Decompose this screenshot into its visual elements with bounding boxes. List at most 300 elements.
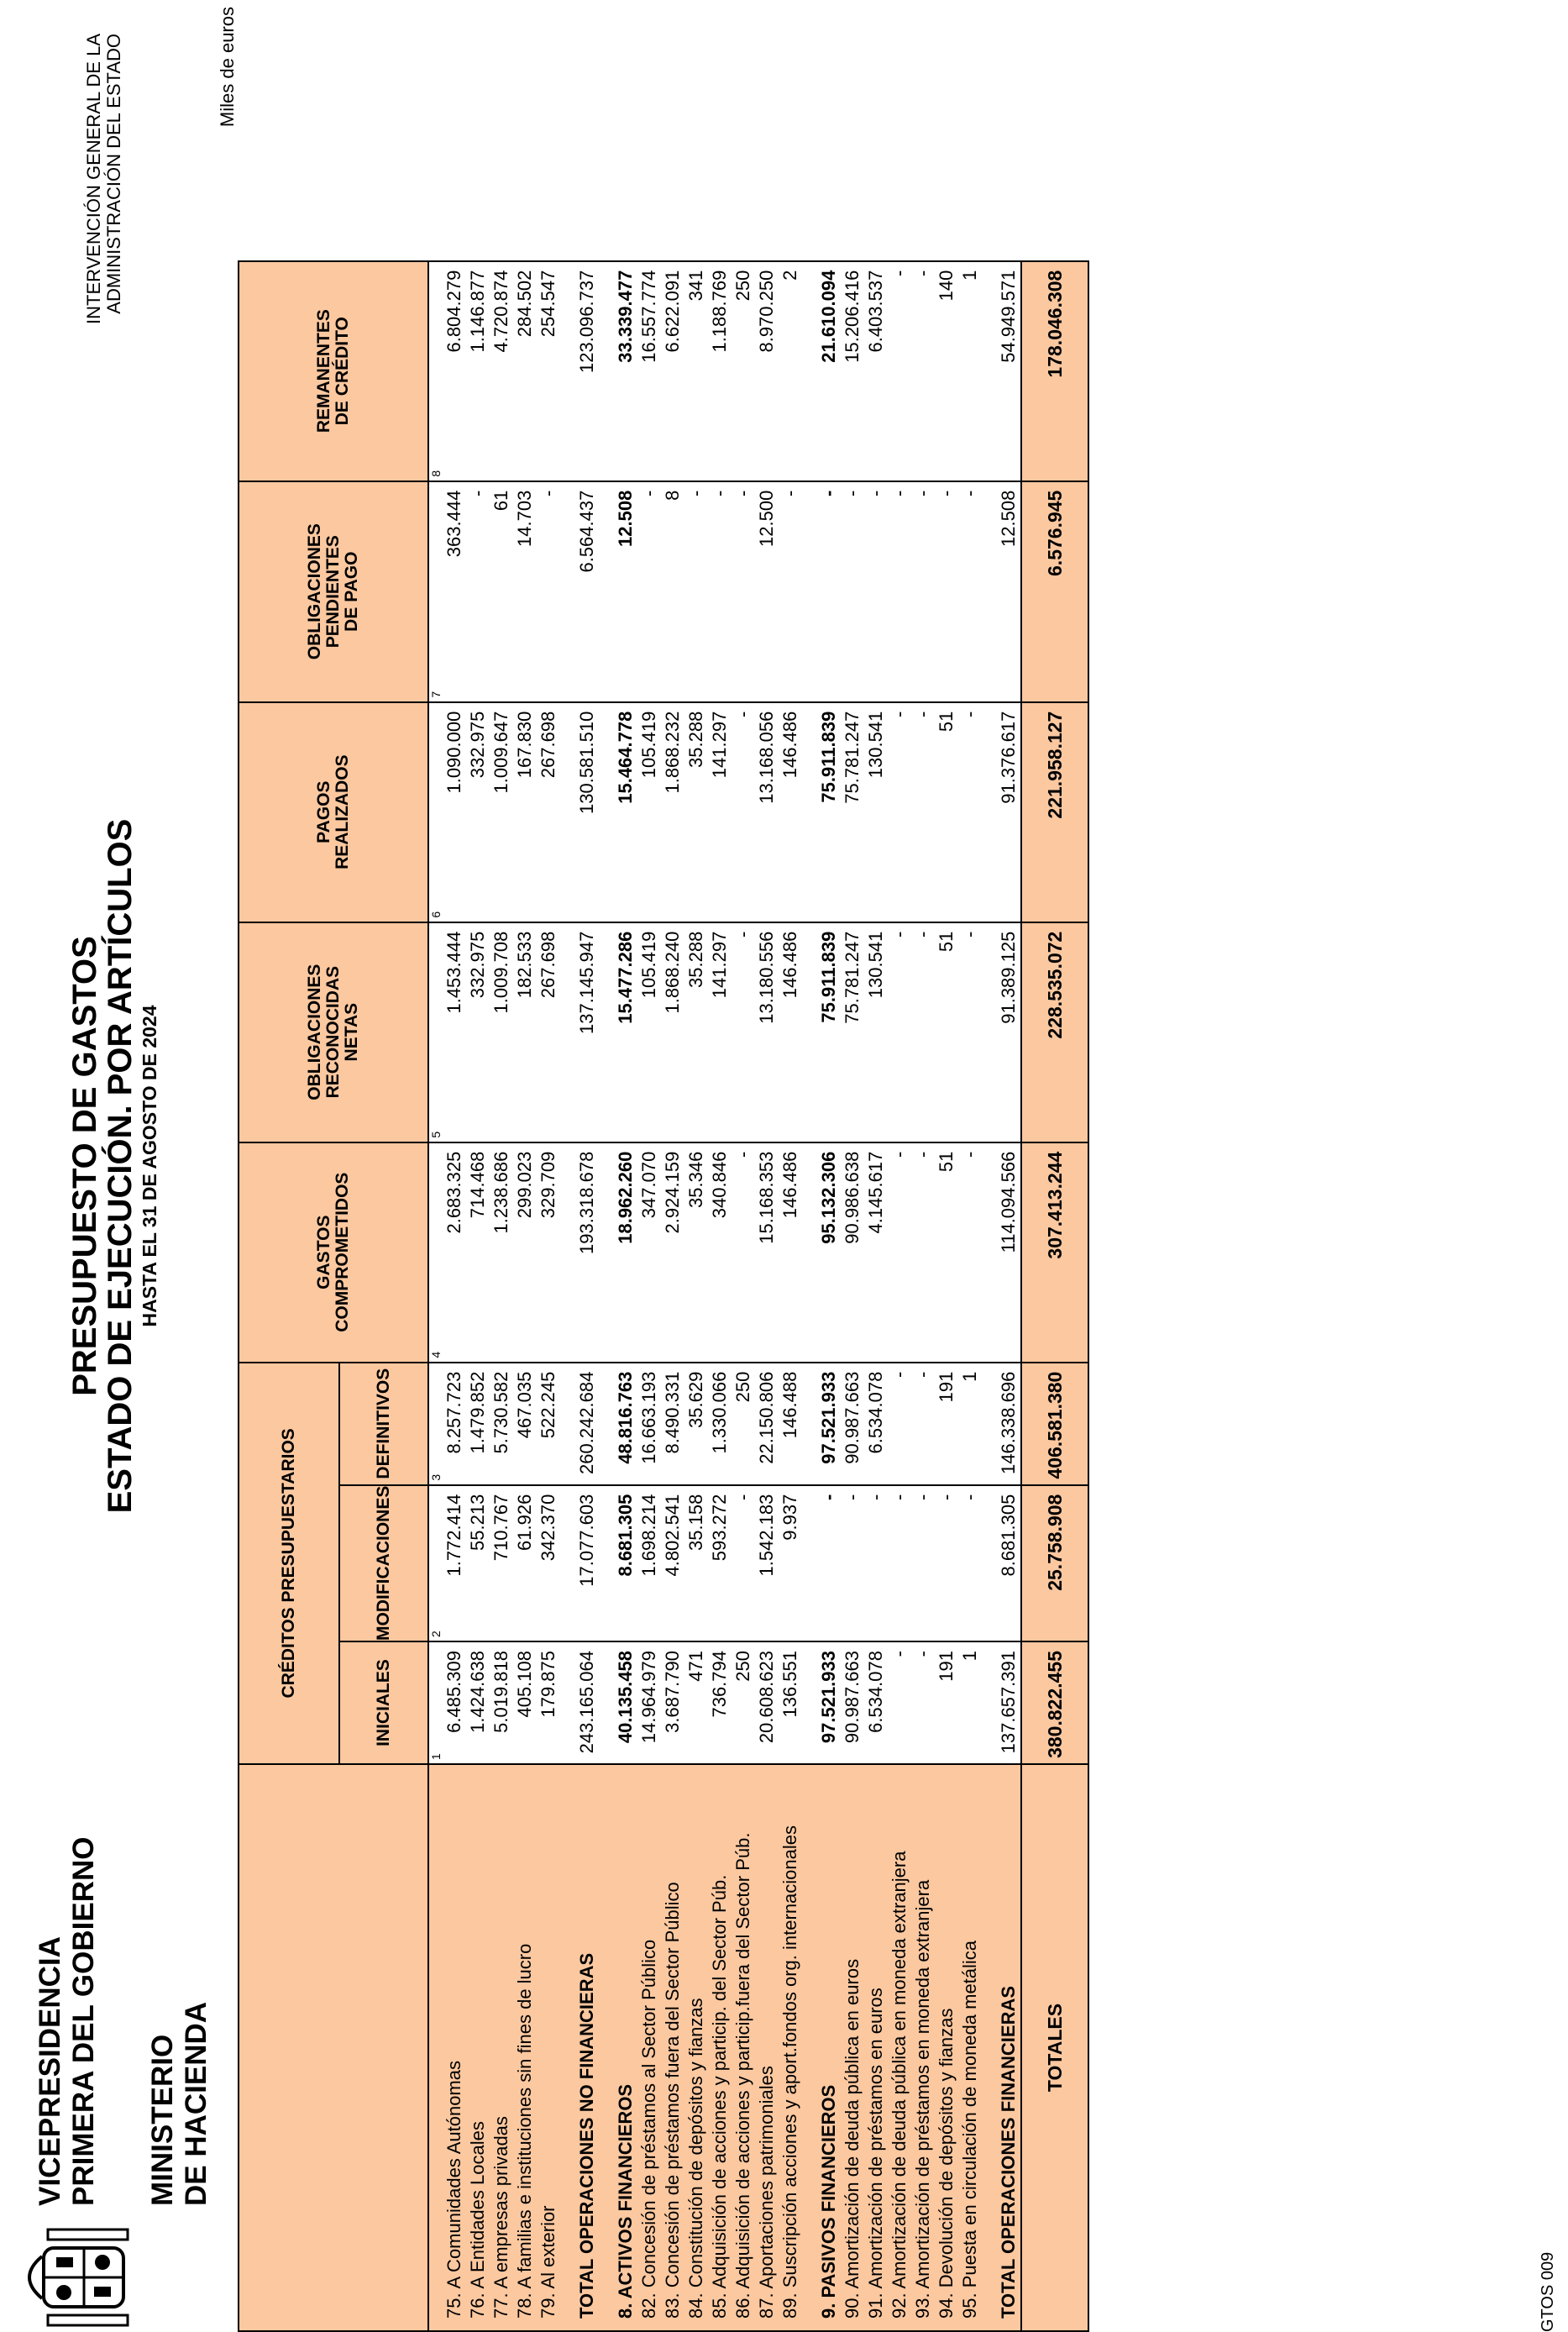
value-cell: 1.330.066 (708, 1363, 732, 1485)
spacer-cell (599, 922, 614, 1142)
value-cell: 8.257.723 (443, 1363, 466, 1485)
totals-label: TOTALES (1021, 1764, 1088, 2331)
table-row (935, 261, 958, 2331)
value-cell: 191 (935, 1363, 958, 1485)
table-row (755, 261, 779, 2331)
column-number-spacer (428, 1764, 443, 2331)
value-cell: 182.533 (513, 922, 537, 1142)
value-cell: 75.781.247 (841, 922, 864, 1142)
value-cell: 1.542.183 (755, 1485, 779, 1641)
value-cell: 1.479.852 (466, 1363, 490, 1485)
iniciales-header: INICIALES (339, 1641, 428, 1764)
value-cell: 1.009.647 (490, 702, 513, 922)
row-label: 79. Al exterior (537, 1764, 560, 2331)
value-cell: 146.488 (779, 1363, 802, 1485)
value-cell: - (732, 702, 755, 922)
org-line-2: PRIMERA DEL GOBIERNO (67, 1836, 100, 2206)
spacer-cell (599, 1363, 614, 1485)
value-cell: - (958, 481, 982, 702)
value-cell: 16.663.193 (637, 1363, 661, 1485)
value-cell: 250 (732, 261, 755, 481)
creditos-group-header: CRÉDITOS PRESUPUESTARIOS (239, 1363, 339, 1764)
value-cell: 12.500 (755, 481, 779, 702)
value-cell: 12.508 (614, 481, 637, 702)
value-cell: - (732, 1485, 755, 1641)
row-label: 93. Amortización de préstamos en moneda extranjera (911, 1764, 935, 2331)
spacer-cell (560, 261, 575, 481)
value-cell: - (911, 1485, 935, 1641)
row-label: 86. Adquisición de acciones y particip.fuera del Sector Púb. (732, 1764, 755, 2331)
spacer-cell (599, 481, 614, 702)
value-cell: - (911, 1363, 935, 1485)
value-cell: 2 (779, 261, 802, 481)
row-label: TOTAL OPERACIONES FINANCIERAS (997, 1764, 1021, 2331)
igae-line-2: ADMINISTRACIÓN DEL ESTADO (103, 34, 124, 314)
value-cell: 1 (958, 261, 982, 481)
value-cell: - (888, 1142, 911, 1363)
value-cell: 2.924.159 (661, 1142, 684, 1363)
spacer-cell (599, 1641, 614, 1764)
row-label: 85. Adquisición de acciones y particip. del Sector Púb. (708, 1764, 732, 2331)
value-cell: 1.424.638 (466, 1641, 490, 1764)
value-cell: - (888, 1485, 911, 1641)
value-cell: 284.502 (513, 261, 537, 481)
value-cell: 15.464.778 (614, 702, 637, 922)
value-cell: - (911, 1142, 935, 1363)
value-cell: - (732, 481, 755, 702)
value-cell: 6.534.078 (864, 1641, 888, 1764)
value-cell: - (817, 1485, 841, 1641)
spacer-cell (599, 1142, 614, 1363)
value-cell: 1.772.414 (443, 1485, 466, 1641)
spacer-row (802, 261, 817, 2331)
value-cell: - (637, 481, 661, 702)
spacer-cell (982, 1764, 997, 2331)
value-cell: 137.657.391 (997, 1641, 1021, 1764)
spacer-cell (560, 1485, 575, 1641)
value-cell: 17.077.603 (575, 1485, 599, 1641)
value-cell: 35.158 (684, 1485, 708, 1641)
table-row (661, 261, 684, 2331)
value-cell: - (732, 922, 755, 1142)
subtotal-row (997, 261, 1021, 2331)
table-row (888, 261, 911, 2331)
value-cell: 75.911.839 (817, 702, 841, 922)
value-cell: 51 (935, 922, 958, 1142)
value-cell: 1.090.000 (443, 702, 466, 922)
column-number: 3 (428, 1363, 443, 1485)
value-cell: 146.486 (779, 702, 802, 922)
value-cell: - (935, 1485, 958, 1641)
value-cell: 18.962.260 (614, 1142, 637, 1363)
value-cell: 5.730.582 (490, 1363, 513, 1485)
spacer-cell (560, 702, 575, 922)
value-cell: 593.272 (708, 1485, 732, 1641)
value-cell: 1.188.769 (708, 261, 732, 481)
spacer-cell (802, 922, 817, 1142)
value-cell: 8.681.305 (614, 1485, 637, 1641)
spacer-cell (982, 1363, 997, 1485)
row-label: 94. Devolución de depósitos y fianzas (935, 1764, 958, 2331)
value-cell: 114.094.566 (997, 1142, 1021, 1363)
totals-cell: 178.046.308 (1021, 261, 1088, 481)
value-cell: 55.213 (466, 1485, 490, 1641)
value-cell: 8.970.250 (755, 261, 779, 481)
section-row (817, 261, 841, 2331)
value-cell: 191 (935, 1641, 958, 1764)
table-row (732, 261, 755, 2331)
value-cell: 146.486 (779, 922, 802, 1142)
row-label: 92. Amortización de deuda pública en moneda extranjera (888, 1764, 911, 2331)
value-cell: - (888, 922, 911, 1142)
value-cell: 6.622.091 (661, 261, 684, 481)
totals-section (1021, 261, 1088, 2331)
spacer-cell (982, 261, 997, 481)
pagos-header (239, 702, 428, 922)
value-cell: 1.238.686 (490, 1142, 513, 1363)
value-cell: 405.108 (513, 1641, 537, 1764)
value-cell: 341 (684, 261, 708, 481)
totals-cell: 221.958.127 (1021, 702, 1088, 922)
value-cell: 332.975 (466, 922, 490, 1142)
value-cell: 61.926 (513, 1485, 537, 1641)
value-cell: - (779, 481, 802, 702)
spacer-cell (982, 1641, 997, 1764)
value-cell: 97.521.933 (817, 1641, 841, 1764)
value-cell: 35.288 (684, 922, 708, 1142)
value-cell: - (911, 481, 935, 702)
row-label: 90. Amortización de deuda pública en euros (841, 1764, 864, 2331)
value-cell: 1 (958, 1641, 982, 1764)
table-row (637, 261, 661, 2331)
value-cell: 21.610.094 (817, 261, 841, 481)
value-cell: - (911, 922, 935, 1142)
spacer-row (599, 261, 614, 2331)
value-cell: 8.490.331 (661, 1363, 684, 1485)
value-cell: 736.794 (708, 1641, 732, 1764)
column-number: 2 (428, 1485, 443, 1641)
spacer-cell (560, 922, 575, 1142)
value-cell: 90.987.663 (841, 1641, 864, 1764)
totals-cell: 6.576.945 (1021, 481, 1088, 702)
comprometidos-header-line-2: COMPROMETIDOS (333, 1172, 352, 1332)
row-label: 77. A empresas privadas (490, 1764, 513, 2331)
row-label: 76. A Entidades Locales (466, 1764, 490, 2331)
value-cell: - (911, 1641, 935, 1764)
value-cell: - (864, 1485, 888, 1641)
spacer-cell (982, 481, 997, 702)
value-cell: 4.145.617 (864, 1142, 888, 1363)
value-cell: - (841, 481, 864, 702)
section-row (614, 261, 637, 2331)
pendientes-header-line-2: PENDIENTES (323, 535, 343, 649)
table-row (513, 261, 537, 2331)
value-cell: - (888, 702, 911, 922)
value-cell: 146.486 (779, 1142, 802, 1363)
table-body (443, 261, 1021, 2331)
value-cell: 51 (935, 702, 958, 922)
spacer-cell (802, 702, 817, 922)
column-number: 4 (428, 1142, 443, 1363)
value-cell: 14.703 (513, 481, 537, 702)
row-label: 83. Concesión de préstamos fuera del Sector Público (661, 1764, 684, 2331)
spacer-cell (982, 1485, 997, 1641)
value-cell: - (817, 481, 841, 702)
value-cell: 267.698 (537, 922, 560, 1142)
row-label: 91. Amortización de préstamos en euros (864, 1764, 888, 2331)
row-label: 95. Puesta en circulación de moneda metálica (958, 1764, 982, 2331)
value-cell: 91.389.125 (997, 922, 1021, 1142)
value-cell: - (841, 1485, 864, 1641)
value-cell: 15.477.286 (614, 922, 637, 1142)
value-cell: 6.564.437 (575, 481, 599, 702)
value-cell: 95.132.306 (817, 1142, 841, 1363)
value-cell: 13.168.056 (755, 702, 779, 922)
comprometidos-header-line-1: GASTOS (314, 1215, 333, 1289)
value-cell: 299.023 (513, 1142, 537, 1363)
value-cell: 193.318.678 (575, 1142, 599, 1363)
value-cell: 54.949.571 (997, 261, 1021, 481)
value-cell: 329.709 (537, 1142, 560, 1363)
value-cell: - (888, 1641, 911, 1764)
value-cell: 15.206.416 (841, 261, 864, 481)
definitivos-header: DEFINITIVOS (339, 1363, 428, 1485)
remanentes-header (239, 261, 428, 481)
row-label: 84. Constitución de depósitos y fianzas (684, 1764, 708, 2331)
value-cell: 6.403.537 (864, 261, 888, 481)
spacer-cell (802, 1142, 817, 1363)
value-cell: 522.245 (537, 1363, 560, 1485)
budget-execution-table (238, 260, 1089, 2332)
spacer-row (560, 261, 575, 2331)
value-cell: 33.339.477 (614, 261, 637, 481)
value-cell: 130.541 (864, 922, 888, 1142)
value-cell: 340.846 (708, 1142, 732, 1363)
value-cell: - (888, 261, 911, 481)
value-cell: 1.868.240 (661, 922, 684, 1142)
totals-cell: 25.758.908 (1021, 1485, 1088, 1641)
spacer-cell (599, 261, 614, 481)
spacer-cell (599, 702, 614, 922)
row-label: 89. Suscripción acciones y aport.fondos org. internacionales (779, 1764, 802, 2331)
value-cell: 90.986.638 (841, 1142, 864, 1363)
spacer-cell (982, 1142, 997, 1363)
value-cell: - (684, 481, 708, 702)
table-row (779, 261, 802, 2331)
column-number: 5 (428, 922, 443, 1142)
value-cell: 20.608.623 (755, 1641, 779, 1764)
row-label: TOTAL OPERACIONES NO FINANCIERAS (575, 1764, 599, 2331)
value-cell: 35.346 (684, 1142, 708, 1363)
value-cell: 130.541 (864, 702, 888, 922)
value-cell: 332.975 (466, 702, 490, 922)
value-cell: - (911, 261, 935, 481)
value-cell: 40.135.458 (614, 1641, 637, 1764)
totals-cell: 380.822.455 (1021, 1641, 1088, 1764)
table-row (443, 261, 466, 2331)
table-row (684, 261, 708, 2331)
totals-cell: 406.581.380 (1021, 1363, 1088, 1485)
value-cell: 260.242.684 (575, 1363, 599, 1485)
value-cell: 1.868.232 (661, 702, 684, 922)
spacer-cell (802, 1485, 817, 1641)
spacer-cell (560, 1764, 575, 2331)
row-label: 87. Aportaciones patrimoniales (755, 1764, 779, 2331)
document-title-block (67, 0, 161, 2332)
value-cell: 467.035 (513, 1363, 537, 1485)
value-cell: 179.875 (537, 1641, 560, 1764)
value-cell: 105.419 (637, 922, 661, 1142)
pagos-header-line-2: REALIZADOS (333, 754, 352, 869)
spacer-cell (560, 1641, 575, 1764)
value-cell: - (466, 481, 490, 702)
totals-row (1021, 261, 1088, 2331)
value-cell: 250 (732, 1363, 755, 1485)
value-cell: - (958, 1485, 982, 1641)
value-cell: 710.767 (490, 1485, 513, 1641)
value-cell: 4.802.541 (661, 1485, 684, 1641)
row-label: 8. ACTIVOS FINANCIEROS (614, 1764, 637, 2331)
totals-cell: 307.413.244 (1021, 1142, 1088, 1363)
value-cell: 6.534.078 (864, 1363, 888, 1485)
value-cell: 16.557.774 (637, 261, 661, 481)
document-date-line: HASTA EL 31 DE AGOSTO DE 2024 (139, 1005, 160, 1327)
subtotal-row (575, 261, 599, 2331)
value-cell: 91.376.617 (997, 702, 1021, 922)
value-cell: - (864, 481, 888, 702)
table-row (466, 261, 490, 2331)
modificaciones-header: MODIFICACIONES (339, 1485, 428, 1641)
value-cell: 3.687.790 (661, 1641, 684, 1764)
value-cell: - (708, 481, 732, 702)
value-cell: 13.180.556 (755, 922, 779, 1142)
units-note: Miles de euros (217, 7, 238, 128)
value-cell: 14.964.979 (637, 1641, 661, 1764)
spacer-cell (802, 1641, 817, 1764)
spacer-cell (802, 1363, 817, 1485)
value-cell: 254.547 (537, 261, 560, 481)
spacer-row (982, 261, 997, 2331)
value-cell: - (888, 481, 911, 702)
value-cell: 267.698 (537, 702, 560, 922)
value-cell: - (537, 481, 560, 702)
value-cell: 8.681.305 (997, 1485, 1021, 1641)
spacer-cell (982, 922, 997, 1142)
value-cell: 347.070 (637, 1142, 661, 1363)
value-cell: 35.629 (684, 1363, 708, 1485)
spacer-cell (802, 261, 817, 481)
value-cell: 137.145.947 (575, 922, 599, 1142)
value-cell: 136.551 (779, 1641, 802, 1764)
value-cell: - (958, 1142, 982, 1363)
table-row (958, 261, 982, 2331)
table-row (841, 261, 864, 2331)
value-cell: 12.508 (997, 481, 1021, 702)
value-cell: 471 (684, 1641, 708, 1764)
value-cell: 5.019.818 (490, 1641, 513, 1764)
obligaciones-header (239, 922, 428, 1142)
document-title: PRESUPUESTO DE GASTOS (66, 936, 103, 1396)
row-label: 75. A Comunidades Autónomas (443, 1764, 466, 2331)
value-cell: 22.150.806 (755, 1363, 779, 1485)
pendientes-header-line-3: DE PAGO (342, 551, 361, 632)
pagos-header-line-1: PAGOS (314, 780, 333, 843)
value-cell: 167.830 (513, 702, 537, 922)
table-row (864, 261, 888, 2331)
column-number: 7 (428, 481, 443, 702)
value-cell: 250 (732, 1641, 755, 1764)
spacer-cell (560, 481, 575, 702)
column-number: 1 (428, 1641, 443, 1764)
value-cell: 363.444 (443, 481, 466, 702)
value-cell: 243.165.064 (575, 1641, 599, 1764)
value-cell: - (935, 481, 958, 702)
spacer-cell (802, 1764, 817, 2331)
remanentes-header-line-2: DE CRÉDITO (333, 317, 352, 426)
spacer-cell (802, 481, 817, 702)
remanentes-header-line-1: REMANENTES (314, 309, 333, 433)
comprometidos-header (239, 1142, 428, 1363)
value-cell: - (911, 702, 935, 922)
value-cell: 342.370 (537, 1485, 560, 1641)
value-cell: 51 (935, 1142, 958, 1363)
spacer-cell (599, 1764, 614, 2331)
value-cell: 75.781.247 (841, 702, 864, 922)
value-cell: 140 (935, 261, 958, 481)
ministry-line-1: MINISTERIO (146, 2034, 179, 2206)
value-cell: 123.096.737 (575, 261, 599, 481)
label-column-header (239, 1764, 428, 2331)
value-cell: 6.804.279 (443, 261, 466, 481)
value-cell: 4.720.874 (490, 261, 513, 481)
table-header (239, 261, 428, 2331)
spacer-cell (599, 1485, 614, 1641)
footer-code: GTOS 009 (1539, 2251, 1557, 2332)
value-cell: - (732, 1142, 755, 1363)
igae-header (84, 34, 124, 324)
value-cell: 9.937 (779, 1485, 802, 1641)
table-row (911, 261, 935, 2331)
row-label: 82. Concesión de préstamos al Sector Público (637, 1764, 661, 2331)
value-cell: 1 (958, 1363, 982, 1485)
value-cell: 141.297 (708, 922, 732, 1142)
value-cell: 48.816.763 (614, 1363, 637, 1485)
value-cell: 75.911.839 (817, 922, 841, 1142)
column-number: 6 (428, 702, 443, 922)
spacer-cell (982, 702, 997, 922)
pendientes-header-line-1: OBLIGACIONES (305, 523, 324, 660)
obligaciones-header-line-1: OBLIGACIONES (305, 964, 324, 1100)
table-row (490, 261, 513, 2331)
value-cell: 6.485.309 (443, 1641, 466, 1764)
value-cell: 8 (661, 481, 684, 702)
value-cell: 141.297 (708, 702, 732, 922)
value-cell: 1.146.877 (466, 261, 490, 481)
column-number: 8 (428, 261, 443, 481)
value-cell: 90.987.663 (841, 1363, 864, 1485)
row-label: 78. A familias e instituciones sin fines de lucro (513, 1764, 537, 2331)
org-line-1: VICEPRESIDENCIA (34, 1936, 66, 2206)
value-cell: 2.683.325 (443, 1142, 466, 1363)
column-number-row (428, 261, 443, 2331)
value-cell: 1.009.708 (490, 922, 513, 1142)
ministry-line-2: DE HACIENDA (180, 2001, 212, 2206)
table-row (708, 261, 732, 2331)
value-cell: - (888, 1363, 911, 1485)
value-cell: 714.468 (466, 1142, 490, 1363)
obligaciones-header-line-2: RECONOCIDAS (323, 965, 343, 1099)
document-subtitle: ESTADO DE EJECUCIÓN. POR ARTÍCULOS (102, 818, 139, 1514)
